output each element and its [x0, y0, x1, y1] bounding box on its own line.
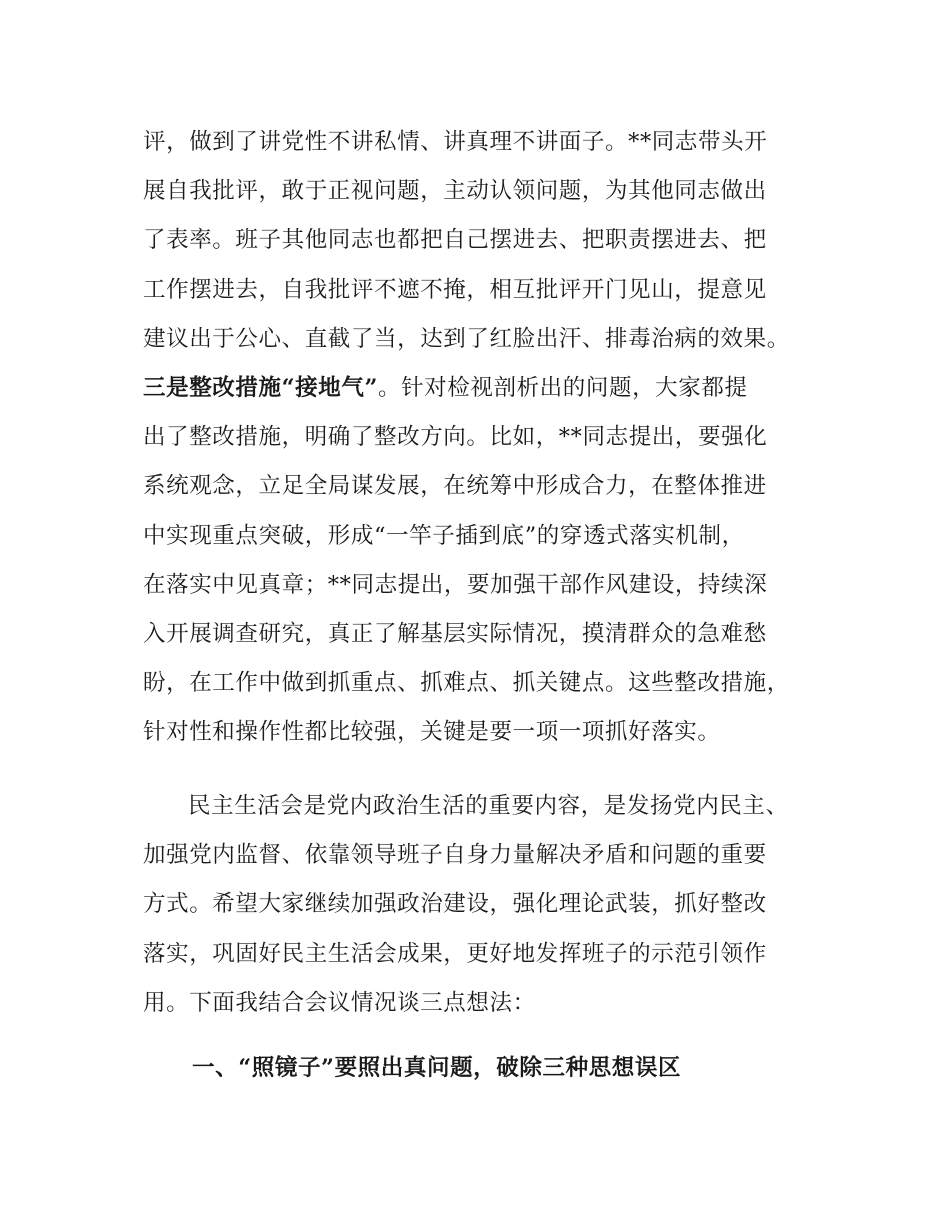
paragraph-2	[143, 782, 833, 1028]
paragraph-line: 入开展调查研究，真正了解基层实际情况，摸清群众的急难愁	[143, 620, 767, 647]
paragraph-line: 用。下面我结合会议情况谈三点想法：	[143, 989, 536, 1016]
section-heading-1: 一、“照镜子”要照出真问题，破除三种思想误区	[192, 1055, 682, 1081]
paragraph-line: 建议出于公心、直截了当，达到了红脸出汗、排毒治病的效果。	[143, 325, 790, 352]
bold-lead-phrase: 三是整改措施“接地气”	[143, 374, 378, 401]
paragraph-line: 了表率。班子其他同志也都把自己摆进去、把职责摆进去、把	[143, 227, 767, 254]
paragraph-line: 在落实中见真章；**同志提出，要加强干部作风建设，持续深	[143, 571, 768, 598]
paragraph-line: 工作摆进去，自我批评不遮不掩，相互批评开门见山，提意见	[143, 276, 767, 303]
paragraph-line-first: 民主生活会是党内政治生活的重要内容，是发扬党内民主、	[188, 793, 789, 819]
paragraph-line: 中实现重点突破，形成“一竿子插到底”的穿透式落实机制，	[143, 522, 745, 549]
paragraph-1	[143, 118, 833, 757]
paragraph-line: 展自我批评，敢于正视问题，主动认领问题，为其他同志做出	[143, 178, 767, 205]
paragraph-line-mixed	[143, 364, 833, 413]
paragraph-line: 针对性和操作性都比较强，关键是要一项一项抓好落实。	[143, 719, 721, 746]
paragraph-line: 加强党内监督、依靠领导班子自身力量解决矛盾和问题的重要	[143, 842, 767, 869]
paragraph-line: 评，做到了讲党性不讲私情、讲真理不讲面子。**同志带头开	[143, 129, 768, 155]
paragraph-line: 方式。希望大家继续加强政治建设，强化理论武装，抓好整改	[143, 891, 767, 918]
paragraph-line: 出了整改措施，明确了整改方向。比如，**同志提出，要强化	[143, 424, 768, 451]
paragraph-line: 盼，在工作中做到抓重点、抓难点、抓关键点。这些整改措施，	[143, 670, 790, 697]
paragraph-line: 落实，巩固好民主生活会成果，更好地发挥班子的示范引领作	[143, 940, 767, 967]
line-remainder: 。针对检视剖析出的问题，大家都提	[377, 374, 748, 401]
paragraph-line: 系统观念，立足全局谋发展，在统筹中形成合力，在整体推进	[143, 473, 767, 500]
